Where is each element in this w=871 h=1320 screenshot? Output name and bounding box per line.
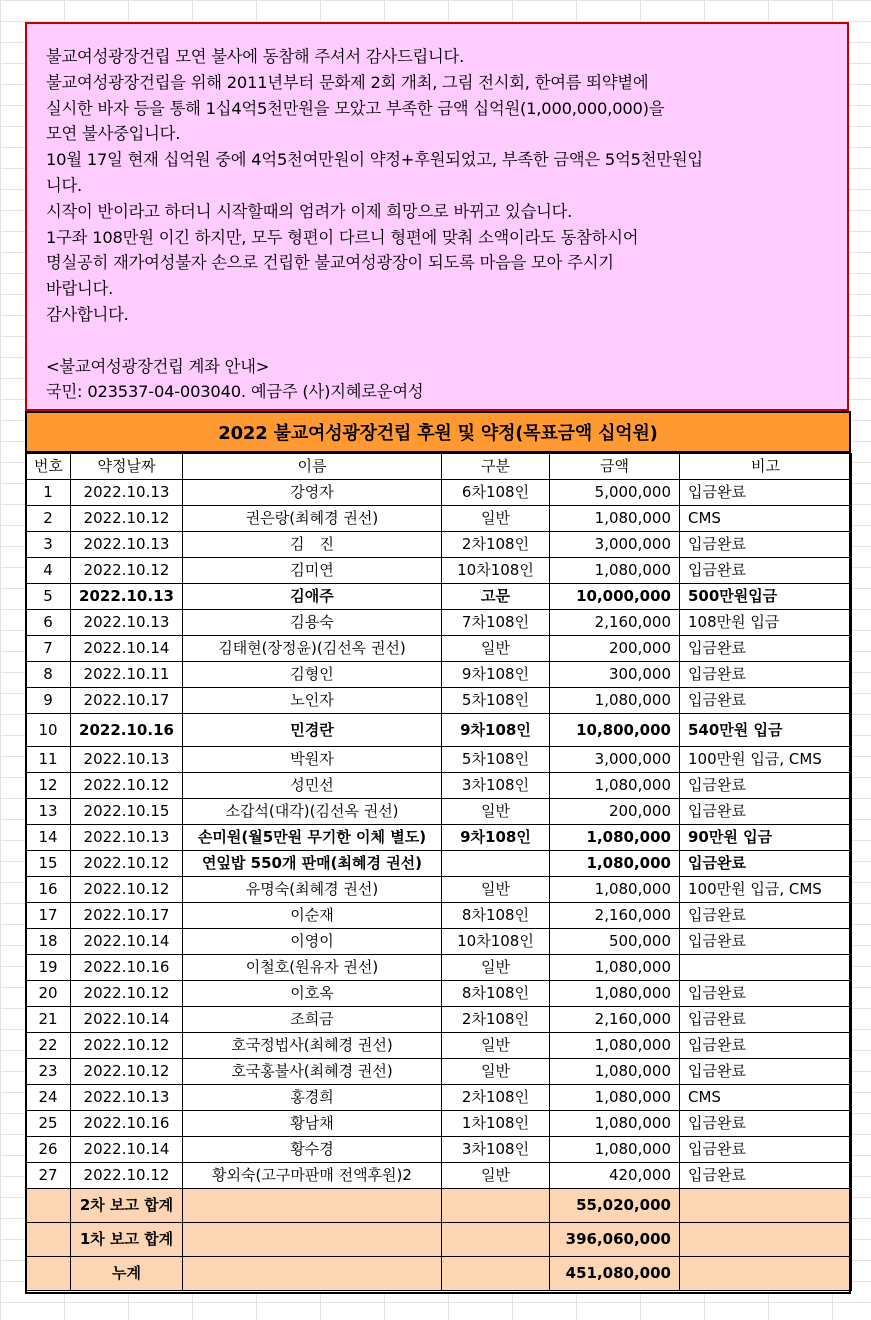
cell-amount: 1,080,000 bbox=[550, 1111, 680, 1137]
cell-name: 김 진 bbox=[183, 532, 442, 558]
cell-category: 8차108인 bbox=[442, 981, 550, 1007]
table-row bbox=[26, 825, 852, 851]
cell-amount: 1,080,000 bbox=[550, 955, 680, 981]
header-name: 이름 bbox=[183, 454, 442, 480]
table-row bbox=[26, 714, 852, 747]
cell-amount: 500,000 bbox=[550, 929, 680, 955]
total-amount: 396,060,000 bbox=[550, 1223, 680, 1257]
table-row bbox=[26, 610, 852, 636]
cell-amount: 200,000 bbox=[550, 636, 680, 662]
table-row bbox=[26, 903, 852, 929]
cell-category: 일반 bbox=[442, 955, 550, 981]
total-label: 2차 보고 합계 bbox=[71, 1189, 183, 1223]
cell-note: 입금완료 bbox=[680, 558, 852, 584]
cell-amount: 1,080,000 bbox=[550, 981, 680, 1007]
cell-name: 성민선 bbox=[183, 773, 442, 799]
table-row bbox=[26, 773, 852, 799]
cell-note: 입금완료 bbox=[680, 662, 852, 688]
table-row bbox=[26, 1111, 852, 1137]
cell-category: 3차108인 bbox=[442, 773, 550, 799]
cell-number: 9 bbox=[26, 688, 71, 714]
table-row bbox=[26, 636, 852, 662]
notice-line: 실시한 바자 등을 통해 1십4억5천만원을 모았고 부족한 금액 십억원(1,000,000,000)을 bbox=[46, 98, 665, 118]
notice-line: 불교여성광장건립 모연 불사에 동참해 주셔서 감사드립니다. bbox=[46, 47, 465, 66]
cell-amount: 1,080,000 bbox=[550, 558, 680, 584]
total-blank bbox=[183, 1257, 442, 1291]
cell-note: 입금완료 bbox=[680, 929, 852, 955]
cell-category: 9차108인 bbox=[442, 662, 550, 688]
cell-name: 권은랑(최혜경 권선) bbox=[183, 506, 442, 532]
cell-number: 8 bbox=[26, 662, 71, 688]
cell-number: 22 bbox=[26, 1033, 71, 1059]
total-blank bbox=[442, 1189, 550, 1223]
cell-category: 일반 bbox=[442, 1059, 550, 1085]
table-title-text: 2022 불교여성광장건립 후원 및 약정(목표금액 십억원) bbox=[218, 423, 658, 444]
cell-date: 2022.10.11 bbox=[71, 662, 183, 688]
cell-amount: 10,800,000 bbox=[550, 714, 680, 747]
cell-category: 3차108인 bbox=[442, 1137, 550, 1163]
cell-amount: 1,080,000 bbox=[550, 1085, 680, 1111]
table-row bbox=[26, 955, 852, 981]
cell-name: 김태현(장정윤)(김선옥 권선) bbox=[183, 636, 442, 662]
cell-name: 황남채 bbox=[183, 1111, 442, 1137]
cell-date: 2022.10.13 bbox=[71, 532, 183, 558]
cell-number: 13 bbox=[26, 799, 71, 825]
total-blank bbox=[26, 1189, 71, 1223]
table-row bbox=[26, 877, 852, 903]
cell-note: 입금완료 bbox=[680, 1111, 852, 1137]
account-info: 국민: 023537-04-003040. 예금주 (사)지혜로운여성 bbox=[46, 382, 424, 402]
cell-category: 일반 bbox=[442, 799, 550, 825]
notice-spacer bbox=[46, 328, 835, 354]
total-label: 누계 bbox=[71, 1257, 183, 1291]
total-blank bbox=[680, 1189, 852, 1223]
cell-name: 손미원(월5만원 무기한 이체 별도) bbox=[183, 825, 442, 851]
cell-number: 2 bbox=[26, 506, 71, 532]
cell-category: 일반 bbox=[442, 877, 550, 903]
table-row bbox=[26, 747, 852, 773]
cell-amount: 1,080,000 bbox=[550, 877, 680, 903]
table-row bbox=[26, 1007, 852, 1033]
cell-amount: 2,160,000 bbox=[550, 1007, 680, 1033]
header-note: 비고 bbox=[680, 454, 852, 480]
cell-number: 1 bbox=[26, 480, 71, 506]
cell-number: 26 bbox=[26, 1137, 71, 1163]
notice-line: 니다. bbox=[46, 175, 83, 195]
table-row bbox=[26, 584, 852, 610]
cell-note bbox=[680, 955, 852, 981]
cell-date: 2022.10.12 bbox=[71, 851, 183, 877]
cell-amount: 1,080,000 bbox=[550, 773, 680, 799]
cell-amount: 1,080,000 bbox=[550, 506, 680, 532]
cell-date: 2022.10.16 bbox=[71, 1111, 183, 1137]
table-header-row bbox=[26, 454, 852, 480]
cell-amount: 3,000,000 bbox=[550, 532, 680, 558]
cell-amount: 1,080,000 bbox=[550, 1137, 680, 1163]
cell-number: 20 bbox=[26, 981, 71, 1007]
cell-number: 19 bbox=[26, 955, 71, 981]
donation-table bbox=[25, 453, 852, 1291]
cell-amount: 420,000 bbox=[550, 1163, 680, 1189]
cell-date: 2022.10.16 bbox=[71, 714, 183, 747]
donation-notice bbox=[25, 22, 849, 411]
cell-amount: 1,080,000 bbox=[550, 851, 680, 877]
table-row bbox=[26, 1033, 852, 1059]
cell-date: 2022.10.12 bbox=[71, 1163, 183, 1189]
header-category: 구분 bbox=[442, 454, 550, 480]
cell-note: 입금완료 bbox=[680, 532, 852, 558]
cell-note: 입금완료 bbox=[680, 1033, 852, 1059]
table-row bbox=[26, 532, 852, 558]
cell-category: 일반 bbox=[442, 506, 550, 532]
cell-name: 황수경 bbox=[183, 1137, 442, 1163]
cell-name: 호국정법사(최혜경 권선) bbox=[183, 1033, 442, 1059]
cell-number: 11 bbox=[26, 747, 71, 773]
cell-category: 5차108인 bbox=[442, 747, 550, 773]
cell-category: 일반 bbox=[442, 1033, 550, 1059]
cell-category: 8차108인 bbox=[442, 903, 550, 929]
table-row bbox=[26, 1163, 852, 1189]
cell-number: 27 bbox=[26, 1163, 71, 1189]
cell-date: 2022.10.13 bbox=[71, 480, 183, 506]
cell-amount: 2,160,000 bbox=[550, 903, 680, 929]
cell-date: 2022.10.12 bbox=[71, 877, 183, 903]
cell-note: 입금완료 bbox=[680, 1137, 852, 1163]
cell-note: 입금완료 bbox=[680, 773, 852, 799]
cell-note: 입금완료 bbox=[680, 1163, 852, 1189]
cell-number: 24 bbox=[26, 1085, 71, 1111]
cell-category: 7차108인 bbox=[442, 610, 550, 636]
cell-date: 2022.10.16 bbox=[71, 955, 183, 981]
cell-number: 5 bbox=[26, 584, 71, 610]
cell-number: 21 bbox=[26, 1007, 71, 1033]
notice-line: 시작이 반이라고 하더니 시작할때의 엄려가 이제 희망으로 바뀌고 있습니다. bbox=[46, 201, 573, 221]
cell-number: 12 bbox=[26, 773, 71, 799]
total-amount: 451,080,000 bbox=[550, 1257, 680, 1291]
cell-category: 2차108인 bbox=[442, 532, 550, 558]
cell-date: 2022.10.13 bbox=[71, 825, 183, 851]
total-label: 1차 보고 합계 bbox=[71, 1223, 183, 1257]
cell-number: 17 bbox=[26, 903, 71, 929]
cell-name: 노인자 bbox=[183, 688, 442, 714]
cell-note: 입금완료 bbox=[680, 636, 852, 662]
header-number: 번호 bbox=[26, 454, 71, 480]
cell-name: 김형인 bbox=[183, 662, 442, 688]
total-amount: 55,020,000 bbox=[550, 1189, 680, 1223]
table-row bbox=[26, 506, 852, 532]
cell-amount: 300,000 bbox=[550, 662, 680, 688]
cell-note: 108만원 입금 bbox=[680, 610, 852, 636]
header-amount: 금액 bbox=[550, 454, 680, 480]
cell-number: 18 bbox=[26, 929, 71, 955]
cell-number: 15 bbox=[26, 851, 71, 877]
cell-category: 10차108인 bbox=[442, 929, 550, 955]
cell-amount: 2,160,000 bbox=[550, 610, 680, 636]
cell-note: 입금완료 bbox=[680, 688, 852, 714]
notice-line: 1구좌 108만원 이긴 하지만, 모두 형편이 다르니 형편에 맞춰 소액이라도 동참하시어 bbox=[46, 227, 639, 247]
cell-name: 조희금 bbox=[183, 1007, 442, 1033]
cell-name: 소갑석(대각)(김선옥 권선) bbox=[183, 799, 442, 825]
cell-name: 김미연 bbox=[183, 558, 442, 584]
cell-category: 5차108인 bbox=[442, 688, 550, 714]
cell-amount: 1,080,000 bbox=[550, 825, 680, 851]
cell-note: 입금완료 bbox=[680, 851, 852, 877]
notice-line: 불교여성광장건립을 위해 2011년부터 문화제 2회 개최, 그림 전시회, 한여름 뙤약볕에 bbox=[46, 72, 649, 92]
cell-date: 2022.10.13 bbox=[71, 610, 183, 636]
total-blank bbox=[26, 1257, 71, 1291]
cell-date: 2022.10.12 bbox=[71, 506, 183, 532]
cell-name: 이영이 bbox=[183, 929, 442, 955]
header-date: 약정날짜 bbox=[71, 454, 183, 480]
cell-name: 유명숙(최혜경 권선) bbox=[183, 877, 442, 903]
cell-name: 연잎밥 550개 판매(최혜경 권선) bbox=[183, 851, 442, 877]
account-title: <불교여성광장건립 계좌 안내> bbox=[46, 356, 270, 376]
total-row bbox=[26, 1223, 852, 1257]
table-row bbox=[26, 480, 852, 506]
cell-note: 입금완료 bbox=[680, 903, 852, 929]
cell-amount: 1,080,000 bbox=[550, 688, 680, 714]
cell-note: 입금완료 bbox=[680, 1007, 852, 1033]
cell-note: 입금완료 bbox=[680, 799, 852, 825]
cell-name: 이철호(원유자 권선) bbox=[183, 955, 442, 981]
cell-name: 김용숙 bbox=[183, 610, 442, 636]
cell-amount: 1,080,000 bbox=[550, 1033, 680, 1059]
notice-line: 감사합니다. bbox=[46, 304, 129, 324]
table-row bbox=[26, 981, 852, 1007]
cell-name: 홍경희 bbox=[183, 1085, 442, 1111]
cell-amount: 5,000,000 bbox=[550, 480, 680, 506]
cell-date: 2022.10.17 bbox=[71, 903, 183, 929]
notice-line: 바랍니다. bbox=[46, 279, 114, 299]
cell-number: 6 bbox=[26, 610, 71, 636]
cell-note: 90만원 입금 bbox=[680, 825, 852, 851]
cell-category: 일반 bbox=[442, 636, 550, 662]
cell-note: CMS bbox=[680, 1085, 852, 1111]
notice-line: 10월 17일 현재 십억원 중에 4억5천여만원이 약정+후원되었고, 부족한 금액은 5억5천만원입 bbox=[46, 150, 703, 170]
cell-date: 2022.10.17 bbox=[71, 688, 183, 714]
cell-date: 2022.10.12 bbox=[71, 1059, 183, 1085]
cell-date: 2022.10.12 bbox=[71, 981, 183, 1007]
cell-name: 황외숙(고구마판매 전액후원)2 bbox=[183, 1163, 442, 1189]
cell-note: 100만원 입금, CMS bbox=[680, 877, 852, 903]
cell-number: 23 bbox=[26, 1059, 71, 1085]
cell-note: 540만원 입금 bbox=[680, 714, 852, 747]
table-row bbox=[26, 688, 852, 714]
cell-category: 9차108인 bbox=[442, 714, 550, 747]
notice-line: 모연 불사중입니다. bbox=[46, 124, 181, 144]
total-blank bbox=[442, 1223, 550, 1257]
cell-date: 2022.10.14 bbox=[71, 636, 183, 662]
cell-note: 입금완료 bbox=[680, 981, 852, 1007]
cell-category: 6차108인 bbox=[442, 480, 550, 506]
cell-date: 2022.10.14 bbox=[71, 929, 183, 955]
cell-name: 박원자 bbox=[183, 747, 442, 773]
cell-category: 고문 bbox=[442, 584, 550, 610]
table-row bbox=[26, 558, 852, 584]
total-blank bbox=[26, 1223, 71, 1257]
cell-number: 14 bbox=[26, 825, 71, 851]
total-row bbox=[26, 1257, 852, 1291]
cell-amount: 10,000,000 bbox=[550, 584, 680, 610]
cell-name: 민경란 bbox=[183, 714, 442, 747]
cell-number: 25 bbox=[26, 1111, 71, 1137]
cell-date: 2022.10.12 bbox=[71, 773, 183, 799]
cell-note: 500만원입금 bbox=[680, 584, 852, 610]
total-blank bbox=[183, 1189, 442, 1223]
cell-name: 강영자 bbox=[183, 480, 442, 506]
cell-date: 2022.10.15 bbox=[71, 799, 183, 825]
total-row bbox=[26, 1189, 852, 1223]
cell-category: 2차108인 bbox=[442, 1007, 550, 1033]
cell-amount: 200,000 bbox=[550, 799, 680, 825]
cell-amount: 1,080,000 bbox=[550, 1059, 680, 1085]
cell-date: 2022.10.14 bbox=[71, 1007, 183, 1033]
table-row bbox=[26, 851, 852, 877]
total-blank bbox=[680, 1257, 852, 1291]
cell-category: 일반 bbox=[442, 1163, 550, 1189]
cell-number: 4 bbox=[26, 558, 71, 584]
cell-category: 1차108인 bbox=[442, 1111, 550, 1137]
notice-line: 명실공히 재가여성불자 손으로 건립한 불교여성광장이 되도록 마음을 모아 주시기 bbox=[46, 253, 614, 273]
cell-date: 2022.10.12 bbox=[71, 558, 183, 584]
table-row bbox=[26, 1059, 852, 1085]
cell-category: 9차108인 bbox=[442, 825, 550, 851]
cell-note: 입금완료 bbox=[680, 1059, 852, 1085]
cell-name: 이호옥 bbox=[183, 981, 442, 1007]
cell-name: 이순재 bbox=[183, 903, 442, 929]
cell-date: 2022.10.13 bbox=[71, 747, 183, 773]
total-blank bbox=[442, 1257, 550, 1291]
table-row bbox=[26, 662, 852, 688]
cell-date: 2022.10.13 bbox=[71, 584, 183, 610]
cell-note: CMS bbox=[680, 506, 852, 532]
table-row bbox=[26, 1085, 852, 1111]
cell-number: 10 bbox=[26, 714, 71, 747]
cell-note: 100만원 입금, CMS bbox=[680, 747, 852, 773]
table-row bbox=[26, 929, 852, 955]
cell-category: 2차108인 bbox=[442, 1085, 550, 1111]
cell-date: 2022.10.12 bbox=[71, 1033, 183, 1059]
cell-name: 김애주 bbox=[183, 584, 442, 610]
total-blank bbox=[680, 1223, 852, 1257]
cell-category bbox=[442, 851, 550, 877]
cell-number: 3 bbox=[26, 532, 71, 558]
cell-amount: 3,000,000 bbox=[550, 747, 680, 773]
cell-date: 2022.10.14 bbox=[71, 1137, 183, 1163]
cell-number: 16 bbox=[26, 877, 71, 903]
table-row bbox=[26, 799, 852, 825]
cell-date: 2022.10.13 bbox=[71, 1085, 183, 1111]
total-blank bbox=[183, 1223, 442, 1257]
cell-number: 7 bbox=[26, 636, 71, 662]
cell-category: 10차108인 bbox=[442, 558, 550, 584]
table-row bbox=[26, 1137, 852, 1163]
cell-note: 입금완료 bbox=[680, 480, 852, 506]
cell-name: 호국홍불사(최혜경 권선) bbox=[183, 1059, 442, 1085]
table-title bbox=[25, 411, 851, 453]
